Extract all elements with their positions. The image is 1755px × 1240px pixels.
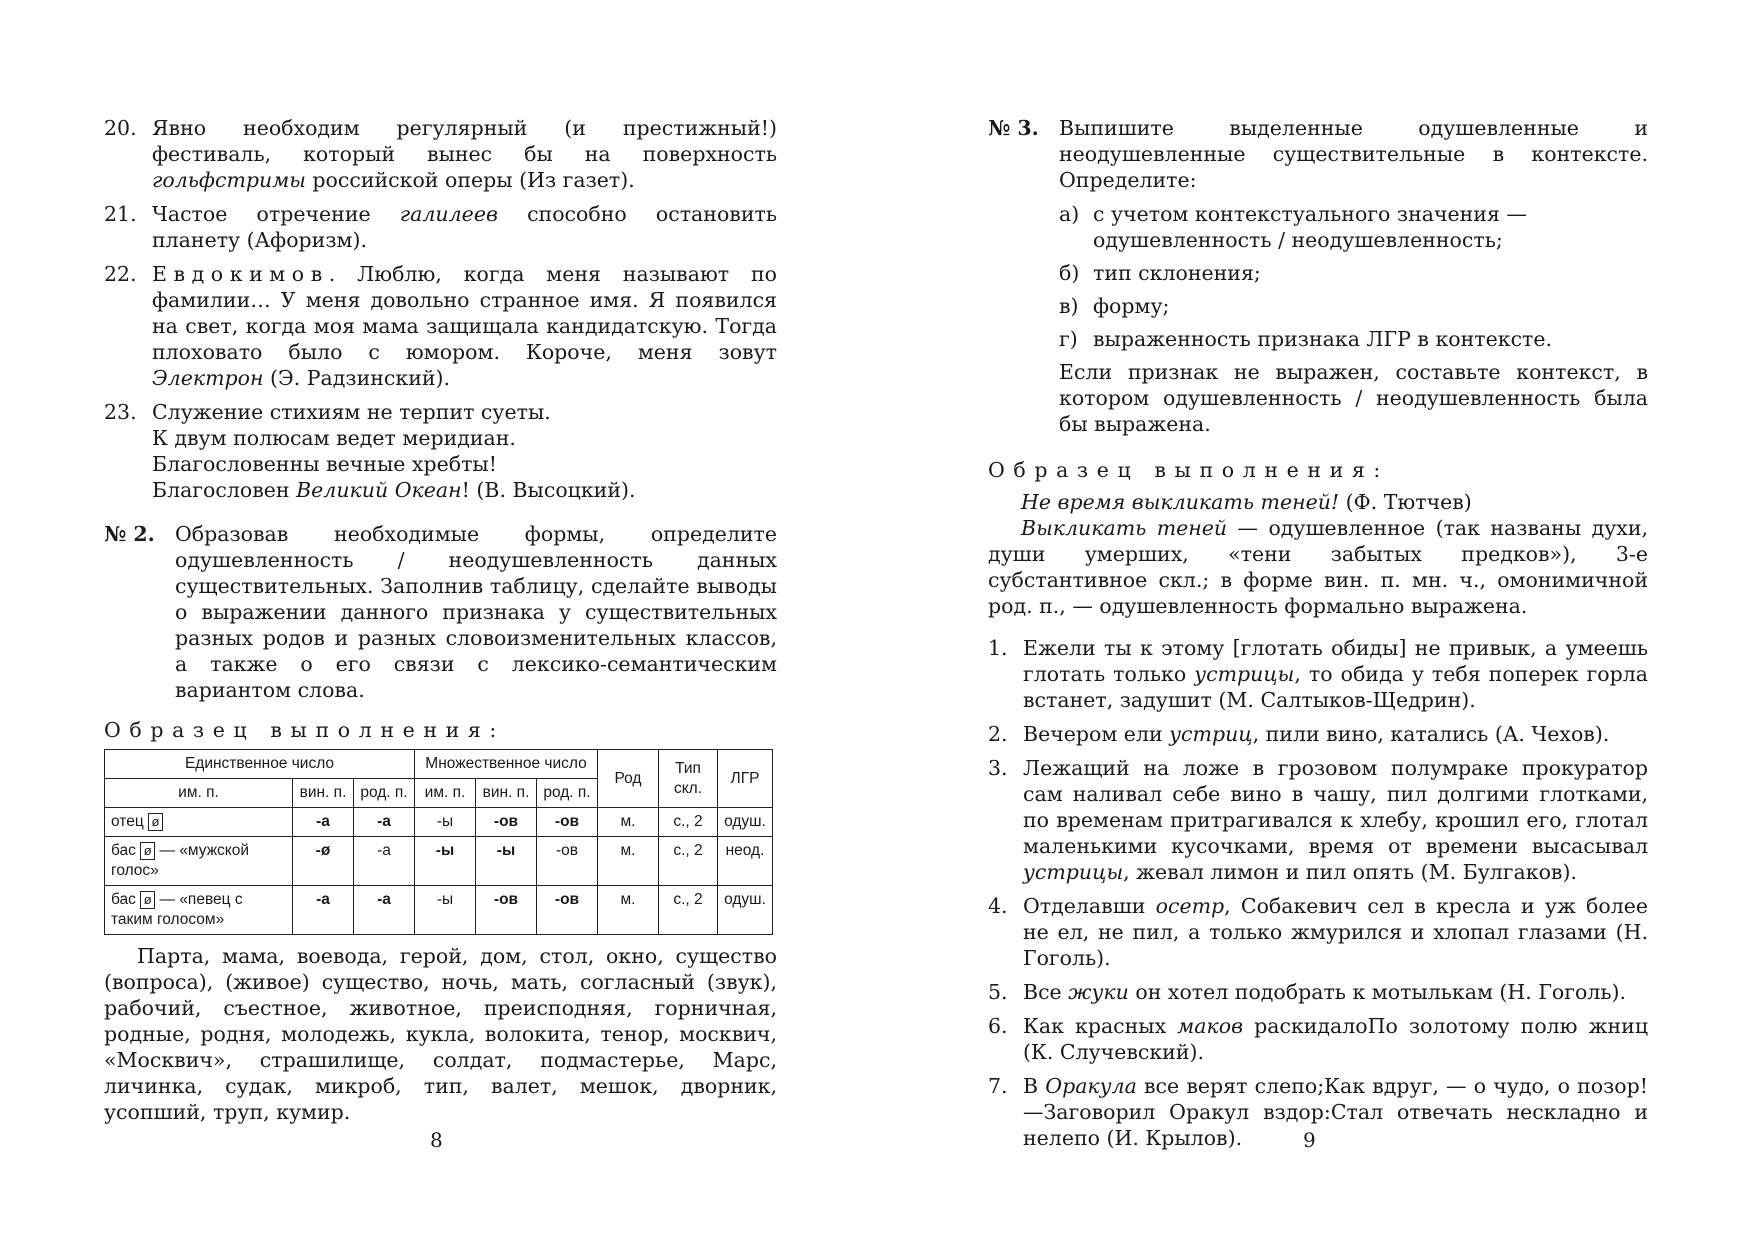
text-fragment: Все [1023,980,1069,1004]
emphasized-word: Не время выкликать теней! [1021,490,1340,514]
item-number: 7. [988,1074,1008,1098]
text-fragment: Евдокимов [152,262,329,286]
word-text: отец [111,813,149,830]
ending-cell: -а [354,837,415,886]
word-cell [105,886,293,935]
item-text [1023,979,1648,1005]
text-fragment: способно остановить планету (Афоризм). [152,202,777,252]
header-lgr: ЛГР [718,750,773,808]
text-fragment: ! (В. Высоцкий). [461,478,636,502]
ending-cell: -а [293,886,354,935]
text-fragment: (Э. Радзинский). [263,366,451,390]
null-ending-box: ø [140,891,155,909]
ending-cell: -ы [415,837,476,886]
subitem-letter: б) [1059,261,1080,285]
subitem-text: с учетом контекстуального значения — одушевленность / неодушевленность; [1093,202,1527,252]
text-fragment: Заговорил Оракул вздор: [1043,1100,1331,1124]
ending-cell: -а [354,808,415,837]
subheader-pl-gen: род. п. [537,779,598,808]
task-3 [988,115,1648,193]
list-item [104,115,777,193]
grammar-table [104,749,773,935]
task-subitem [1059,260,1648,286]
item-number: 5. [988,980,1008,1004]
left-column [104,115,777,1125]
subitem-letter: в) [1059,294,1079,318]
example-quote [988,489,1648,515]
word-cell [105,837,293,886]
ending-cell: -ов [537,886,598,935]
lgr-cell: неод. [718,837,773,886]
list-item [988,979,1648,1005]
emphasized-word: жуки [1068,980,1129,1004]
lgr-cell: одуш. [718,808,773,837]
list-item [104,261,777,391]
task-number: № 3. [988,116,1039,140]
item-text [152,115,777,193]
exercise-item-7 [988,1073,1648,1151]
ending-cell: -ов [537,837,598,886]
ending-cell: -а [354,886,415,935]
exercise-list [988,635,1648,1005]
item-number: 22. [104,262,137,286]
rod-cell: м. [598,808,659,837]
text-fragment: российской оперы (Из газет). [305,168,635,192]
item-number: 20. [104,116,137,140]
item-number: 6. [988,1014,1008,1038]
sample-heading: Образец выполнения: [104,718,505,742]
poem-text [152,399,777,503]
text-fragment: Благословен [152,478,297,502]
emphasized-word: Выкликать теней [1021,516,1228,540]
list-item [104,201,777,253]
poem-line [1023,1014,1368,1038]
item-number: 21. [104,202,137,226]
text-fragment: Как вдруг, — о чудо, о позор! — [1023,1074,1648,1124]
emphasized-word: устрицы [1023,860,1124,884]
right-column [988,115,1648,1159]
text-fragment: раскидало [1243,1014,1368,1038]
emphasized-word: Великий Океан [296,478,462,502]
subitem-letter: а) [1059,202,1080,226]
item-number: 23. [104,400,137,424]
example-list [104,115,777,391]
item-text [1023,721,1648,747]
rod-cell: м. [598,886,659,935]
type-cell: с., 2 [659,808,718,837]
task-subitem [1059,326,1648,352]
text-fragment: Служение стихиям не терпит суеты. [152,400,551,424]
item-number: 2. [988,722,1008,746]
poem-line [152,425,777,451]
emphasized-word: Оракула [1045,1074,1137,1098]
list-item [988,635,1648,713]
poem-line [152,477,777,503]
ending-cell: -ы [415,808,476,837]
header-declension: Тип скл. [659,750,718,808]
ending-cell: -ов [537,808,598,837]
subitem-text: выраженность признака ЛГР в контексте. [1093,327,1553,351]
item-text [152,261,777,391]
table-row [105,837,773,886]
text-fragment: Отделавши [1023,894,1156,918]
task-instructions: Выпишите выделенные одушевленные и неодушевленные существительные в контексте. Определите: [1059,116,1648,192]
ending-cell: -ов [476,808,537,837]
example-item-23 [104,399,777,503]
word-list: Парта, мама, воевода, герой, дом, стол, окно, существо (вопроса), (живое) существо, ночь, мать, согласный (звук), рабочий, съестное, животное, преисподняя, горничная, родные, родня, молодежь, кукла, волокита, тенор, москвич, «Москвич», страшилище, солдат, подмастерье, Марс, личинка, судак, микроб, тип, валет, мешок, дворник, усопший, труп, кумир. [104,944,777,1124]
text-fragment: все верят слепо; [1136,1074,1325,1098]
emphasized-word: устрицы [1194,662,1295,686]
text-fragment: По золотому полю жниц (К. Случевский). [1023,1014,1649,1064]
emphasized-word: осетр [1155,894,1225,918]
right-page [877,0,1755,1240]
ending-cell: -ов [476,886,537,935]
emphasized-word: галилеев [399,202,498,226]
text-fragment: (Ф. Тютчев) [1339,490,1472,514]
text-fragment: , пили вино, катались (А. Чехов). [1252,722,1610,746]
poem-text [1023,1013,1648,1065]
text-fragment: , Собакевич сел в кресла и уж более не ел, не пил, а только жмурился и хлопал глазами (Н. Гоголь). [1023,894,1648,970]
sample-heading: Образец выполнения: [988,458,1389,482]
text-fragment: Ежели ты к этому [глотать обиды] не привык, а умеешь глотать только [1023,636,1648,686]
word-cell [105,808,293,837]
poem-line [152,399,777,425]
item-text [152,201,777,253]
emphasized-word: гольфстримы [152,168,306,192]
subheader-pl-acc: вин. п. [476,779,537,808]
null-ending-box: ø [148,813,163,831]
page-number: 9 [1303,1128,1316,1152]
list-item [988,755,1648,885]
emphasized-word: маков [1177,1014,1244,1038]
text-fragment: он хотел подобрать к мотылькам (Н. Гоголь). [1128,980,1627,1004]
text-fragment: Явно необходим регулярный (и престижный!) фестиваль, который вынес бы на поверхность [152,116,777,166]
header-plural: Множественное число [415,750,598,779]
subitem-text: тип склонения; [1093,261,1261,285]
item-text [1023,893,1648,971]
item-number: 4. [988,894,1008,918]
text-fragment: В [1023,1074,1046,1098]
table-row [105,808,773,837]
list-item [988,893,1648,971]
lgr-cell: одуш. [718,886,773,935]
text-fragment: , жевал лимон и пил опять (М. Булгаков). [1123,860,1577,884]
type-cell: с., 2 [659,886,718,935]
text-fragment: — одушевленное (так названы духи, души умерших, «тени забытых предков»), 3-е субстантивное скл.; в форме вин. п. мн. ч., омонимичной род. п., — одушевленность формально выражена. [988,516,1648,618]
page-number: 8 [430,1128,443,1152]
task-number: № 2. [104,522,155,546]
task-2 [104,521,777,703]
exercise-item-6 [988,1013,1648,1065]
ending-cell: -ы [476,837,537,886]
subitem-text: форму; [1093,294,1170,318]
rod-cell: м. [598,837,659,886]
text-fragment: , то обида у тебя поперек горла встанет, задушит (М. Салтыков-Щедрин). [1023,662,1648,712]
ending-cell: -ы [415,886,476,935]
table-row [105,886,773,935]
subheader-sg-gen: род. п. [354,779,415,808]
task-note: Если признак не выражен, составьте контекст, в котором одушевленность / неодушевленность была бы выражена. [1059,360,1648,436]
text-fragment: Как красных [1023,1014,1178,1038]
list-item [988,721,1648,747]
text-fragment: Лежащий на ложе в грозовом полумраке прокуратор сам наливал себе вино в чашу, пил долгими глотками, по временам притрагивался к хлебу, крошил его, глотал маленькими кусочками, время от времени высасывал [1023,756,1648,858]
emphasized-word: устриц [1169,722,1253,746]
item-text [1023,635,1648,713]
example-explanation [988,515,1648,619]
ending-cell: -ø [293,837,354,886]
word-text: бас [111,842,141,859]
text-fragment: Благословенны вечные хребты! [152,452,497,476]
subheader-sg-acc: вин. п. [293,779,354,808]
header-singular: Единственное число [105,750,415,779]
text-fragment: К двум полюсам ведет меридиан. [152,426,516,450]
task-subitems [988,201,1648,352]
subheader-pl-nom: им. п. [415,779,476,808]
task-instructions: Образовав необходимые формы, определите одушевленность / неодушевленность данных существительных. Заполнив таблицу, сделайте выводы о выражении данного признака у существительных разных родов и разных словоизменительных классов, а также о его связи с лексико-семантическим вариантом слова. [175,522,777,702]
poem-text [1023,1073,1648,1151]
subheader-sg-nom: им. п. [105,779,293,808]
task-subitem [1059,293,1648,319]
poem-line [1023,1074,1324,1098]
word-meaning: — «мужской голос» [111,842,250,879]
task-subitem [1059,201,1648,253]
item-text [1023,755,1648,885]
item-number: 1. [988,636,1008,660]
null-ending-box: ø [140,842,155,860]
left-page [0,0,877,1240]
text-fragment: Вечером ели [1023,722,1170,746]
ending-cell: -а [293,808,354,837]
table-body [105,808,773,935]
poem-line [1044,1100,1331,1124]
subitem-letter: г) [1059,327,1078,351]
type-cell: с., 2 [659,837,718,886]
text-fragment: Частое отречение [152,202,400,226]
word-text: бас [111,891,141,908]
text-fragment: . Люблю, когда меня называют по фамилии… У меня довольно странное имя. Я появился на свет, когда моя мама защищала кандидатскую. Тогда плоховато было с юмором. Короче, меня зовут [152,262,777,364]
item-number: 3. [988,756,1008,780]
emphasized-word: Электрон [152,366,264,390]
header-gender: Род [598,750,659,808]
text-fragment: Стал отвечать нескладно и нелепо (И. Крылов). [1023,1100,1648,1150]
word-meaning: — «певец с таким голосом» [111,891,243,928]
poem-line [152,451,777,477]
